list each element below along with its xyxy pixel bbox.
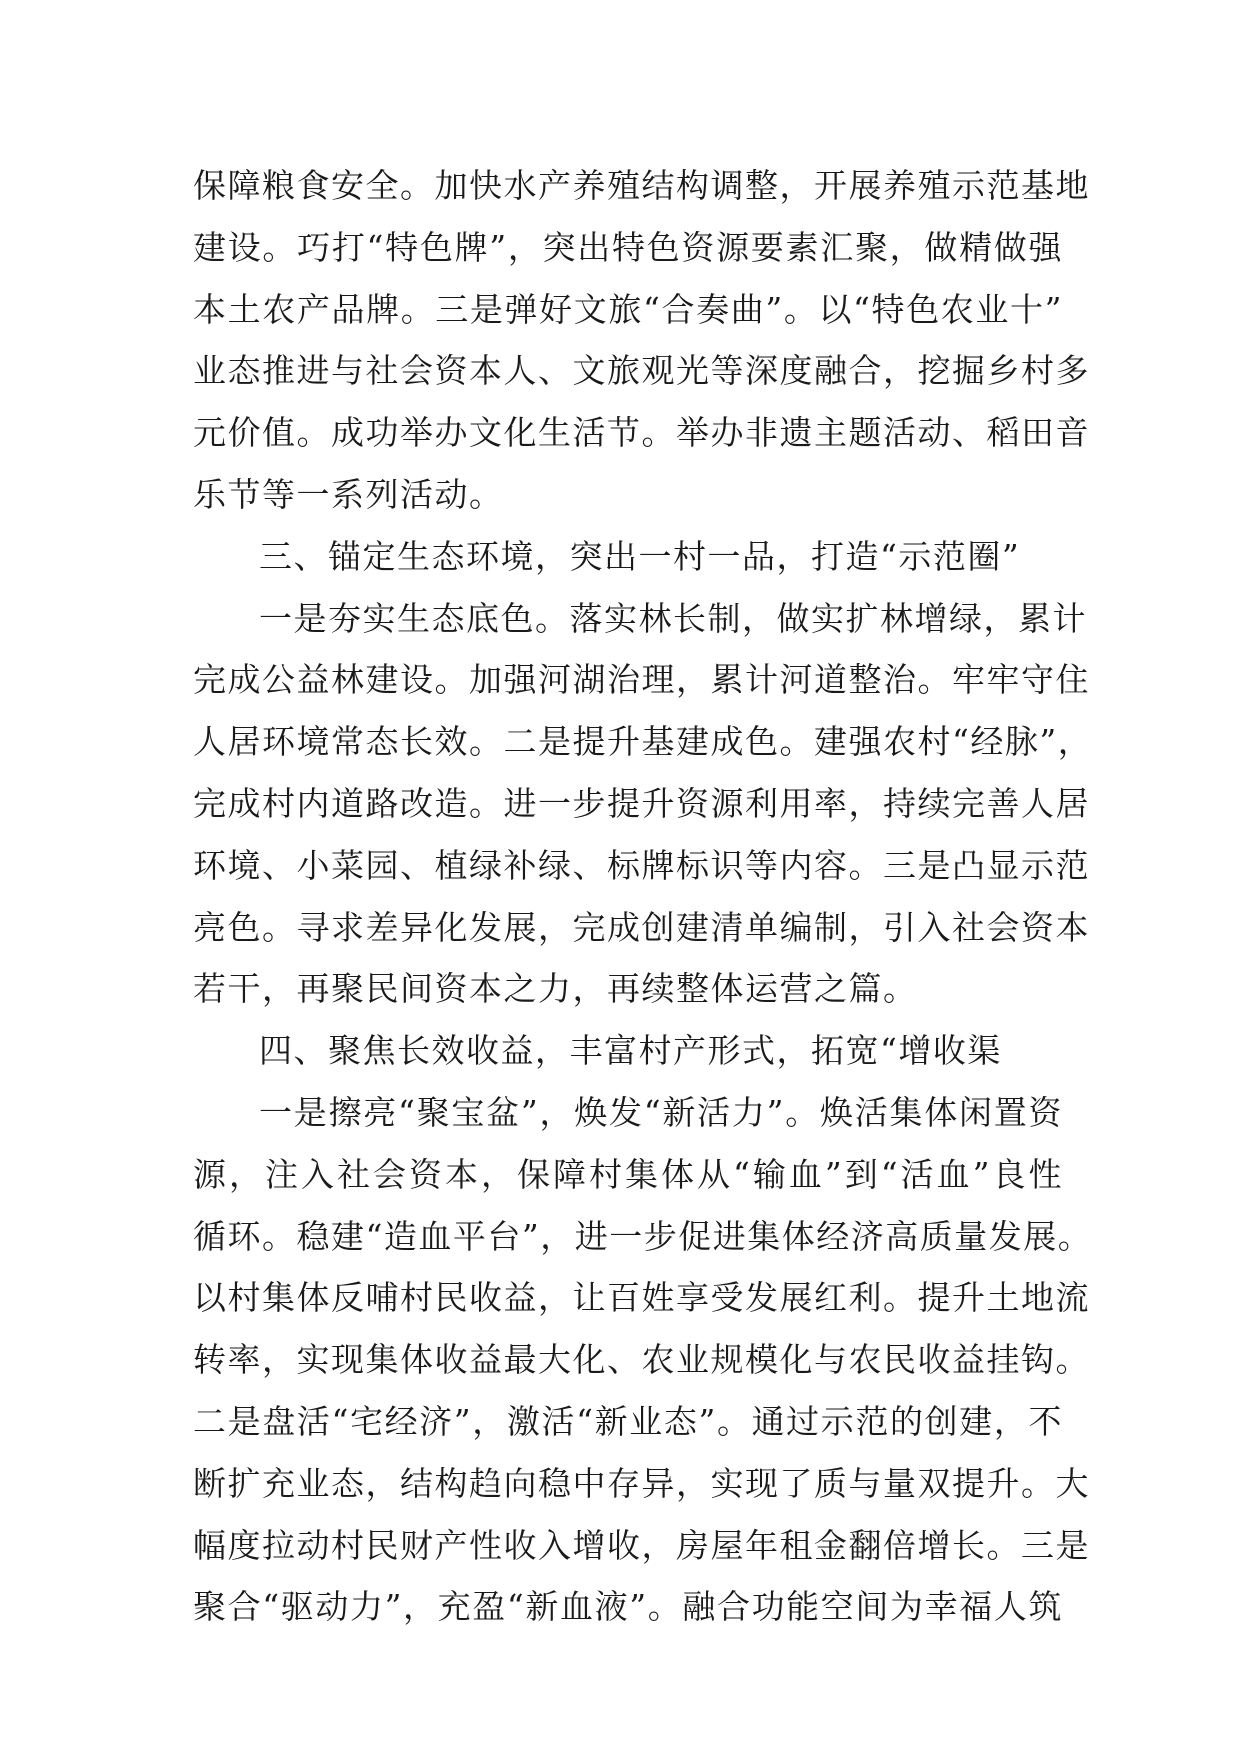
text-line: 本土农产品牌。三是弹好文旅“合奏曲”。以“特色农业十”	[193, 289, 1063, 329]
text-line: 环境、小菜园、植绿补绿、标牌标识等内容。三是凸显示范	[193, 845, 1090, 885]
text-line: 源，注入社会资本，保障村集体从“输血”到“活血”良性	[193, 1154, 1063, 1194]
text-line: 二是盘活“宅经济”，激活“新业态”。通过示范的创建，不	[193, 1401, 1063, 1441]
text-line: 亮色。寻求差异化发展，完成创建清单编制，引入社会资本	[193, 907, 1090, 947]
document-body	[193, 155, 1093, 1638]
text-line: 幅度拉动村民财产性收入增收，房屋年租金翻倍增长。三是	[193, 1525, 1090, 1565]
text-line: 聚合“驱动力”，充盈“新血液”。融合功能空间为幸福人筑	[193, 1587, 1063, 1627]
text-line: 保障粮食安全。加快水产养殖结构调整，开展养殖示范基地	[193, 166, 1090, 205]
text-line: 若干，再聚民间资本之力，再续整体运营之篇。	[193, 969, 918, 1009]
section-heading: 三、锚定生态环境，突出一村一品，打造“示范圈”	[259, 536, 1021, 576]
text-line: 元价值。成功举办文化生活节。举办非遗主题活动、稻田音	[193, 413, 1090, 453]
text-line: 业态推进与社会资本人、文旅观光等深度融合，挖掘乡村多	[193, 351, 1090, 391]
text-line: 断扩充业态，结构趋向稳中存异，实现了质与量双提升。大	[193, 1463, 1090, 1503]
text-line: 建设。巧打“特色牌”，突出特色资源要素汇聚，做精做强	[193, 227, 1063, 267]
text-line: 一是擦亮“聚宝盆”，焕发“新活力”。焕活集体闲置资	[259, 1092, 1063, 1132]
text-line: 完成公益林建设。加强河湖治理，累计河道整治。牢牢守住	[193, 660, 1090, 700]
text-line: 一是夯实生态底色。落实林长制，做实扩林增绿，累计	[259, 598, 1087, 638]
section-heading: 四、聚焦长效收益，丰富村产形式，拓宽“增收渠	[259, 1031, 1002, 1071]
text-line: 转率，实现集体收益最大化、农业规模化与农民收益挂钩。	[193, 1340, 1090, 1380]
text-line: 乐节等一系列活动。	[193, 474, 504, 514]
text-line: 以村集体反哺村民收益，让百姓享受发展红利。提升土地流	[193, 1278, 1090, 1318]
text-line: 完成村内道路改造。进一步提升资源利用率，持续完善人居	[193, 783, 1090, 823]
text-line: 人居环境常态长效。二是提升基建成色。建强农村“经脉”，	[193, 722, 1093, 762]
text-line: 循环。稳建“造血平台”，进一步促进集体经济高质量发展。	[193, 1216, 1093, 1256]
